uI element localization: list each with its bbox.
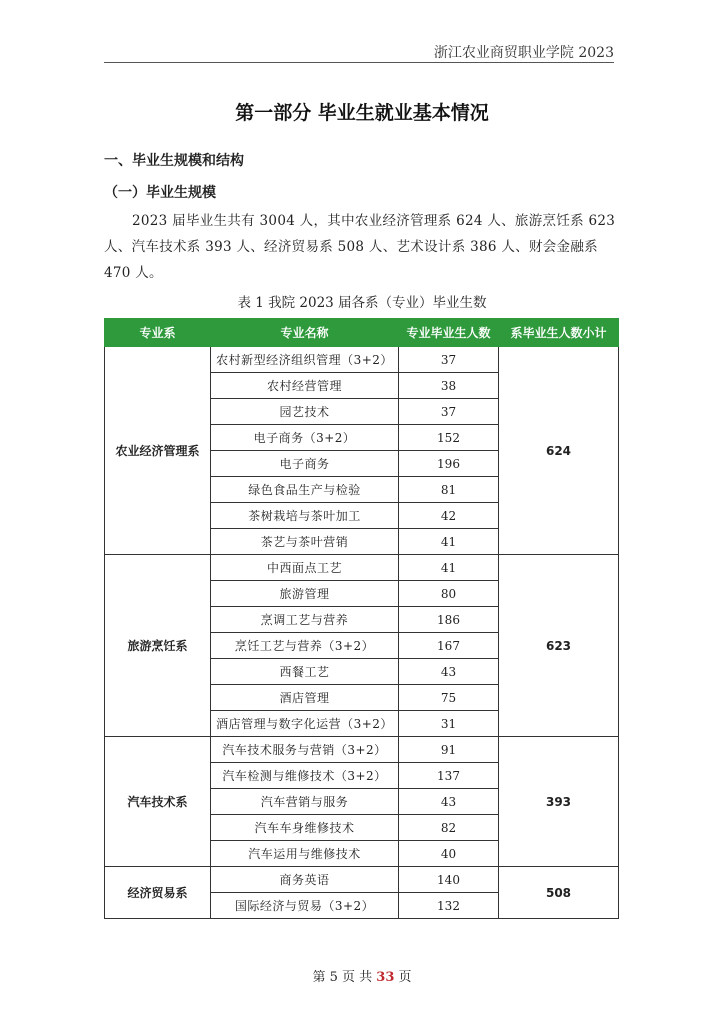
count-cell: 31 [399, 711, 499, 737]
major-cell: 烹调工艺与营养 [211, 607, 399, 633]
page-title: 第一部分 毕业生就业基本情况 [235, 102, 489, 124]
header-subtotal: 系毕业生人数小计 [499, 319, 619, 347]
major-cell: 农村经营管理 [211, 373, 399, 399]
dept-cell: 经济贸易系 [105, 867, 211, 919]
major-cell: 中西面点工艺 [211, 555, 399, 581]
dept-cell: 农业经济管理系 [105, 347, 211, 555]
count-cell: 140 [399, 867, 499, 893]
header-divider [104, 62, 614, 63]
count-cell: 132 [399, 893, 499, 919]
count-cell: 196 [399, 451, 499, 477]
count-cell: 43 [399, 789, 499, 815]
count-cell: 75 [399, 685, 499, 711]
table-row [105, 347, 619, 373]
header-institution: 浙江农业商贸职业学院 2023 [433, 45, 614, 61]
footer-suffix: 页 [394, 970, 412, 985]
major-cell: 酒店管理与数字化运营（3+2） [211, 711, 399, 737]
major-cell: 烹饪工艺与营养（3+2） [211, 633, 399, 659]
footer-prefix: 第 5 页 共 [312, 970, 377, 985]
major-cell: 电子商务 [211, 451, 399, 477]
section-heading-1: 一、毕业生规模和结构 [104, 153, 244, 169]
major-cell: 酒店管理 [211, 685, 399, 711]
count-cell: 137 [399, 763, 499, 789]
major-cell: 电子商务（3+2） [211, 425, 399, 451]
count-cell: 41 [399, 555, 499, 581]
major-cell: 汽车运用与维修技术 [211, 841, 399, 867]
major-cell: 绿色食品生产与检验 [211, 477, 399, 503]
subtotal-cell: 624 [499, 347, 619, 555]
graduates-table [104, 318, 619, 919]
dept-cell: 汽车技术系 [105, 737, 211, 867]
count-cell: 82 [399, 815, 499, 841]
major-cell: 农村新型经济组织管理（3+2） [211, 347, 399, 373]
table-row [105, 737, 619, 763]
subtotal-cell: 623 [499, 555, 619, 737]
count-cell: 80 [399, 581, 499, 607]
table-row [105, 867, 619, 893]
count-cell: 43 [399, 659, 499, 685]
major-cell: 国际经济与贸易（3+2） [211, 893, 399, 919]
count-cell: 186 [399, 607, 499, 633]
header-major: 专业名称 [211, 319, 399, 347]
major-cell: 旅游管理 [211, 581, 399, 607]
major-cell: 汽车技术服务与营销（3+2） [211, 737, 399, 763]
count-cell: 37 [399, 399, 499, 425]
major-cell: 汽车车身维修技术 [211, 815, 399, 841]
major-cell: 汽车营销与服务 [211, 789, 399, 815]
count-cell: 42 [399, 503, 499, 529]
major-cell: 茶艺与茶叶营销 [211, 529, 399, 555]
count-cell: 81 [399, 477, 499, 503]
section-heading-2: （一）毕业生规模 [104, 185, 216, 201]
table-caption: 表 1 我院 2023 届各系（专业）毕业生数 [237, 295, 487, 311]
table-header-row [105, 319, 619, 347]
subtotal-cell: 393 [499, 737, 619, 867]
subtotal-cell: 508 [499, 867, 619, 919]
body-paragraph: 2023 届毕业生共有 3004 人，其中农业经济管理系 624 人、旅游烹饪系 623 人、汽车技术系 393 人、经济贸易系 508 人、艺术设计系 386 人、财会金融系 470 人。 [104, 213, 616, 281]
count-cell: 41 [399, 529, 499, 555]
count-cell: 37 [399, 347, 499, 373]
count-cell: 152 [399, 425, 499, 451]
major-cell: 园艺技术 [211, 399, 399, 425]
header-count: 专业毕业生人数 [399, 319, 499, 347]
count-cell: 38 [399, 373, 499, 399]
header-dept: 专业系 [105, 319, 211, 347]
count-cell: 91 [399, 737, 499, 763]
page-footer [0, 966, 724, 985]
major-cell: 茶树栽培与茶叶加工 [211, 503, 399, 529]
count-cell: 167 [399, 633, 499, 659]
dept-cell: 旅游烹饪系 [105, 555, 211, 737]
major-cell: 西餐工艺 [211, 659, 399, 685]
major-cell: 汽车检测与维修技术（3+2） [211, 763, 399, 789]
count-cell: 40 [399, 841, 499, 867]
major-cell: 商务英语 [211, 867, 399, 893]
table-row [105, 555, 619, 581]
footer-total-pages: 33 [376, 970, 395, 985]
